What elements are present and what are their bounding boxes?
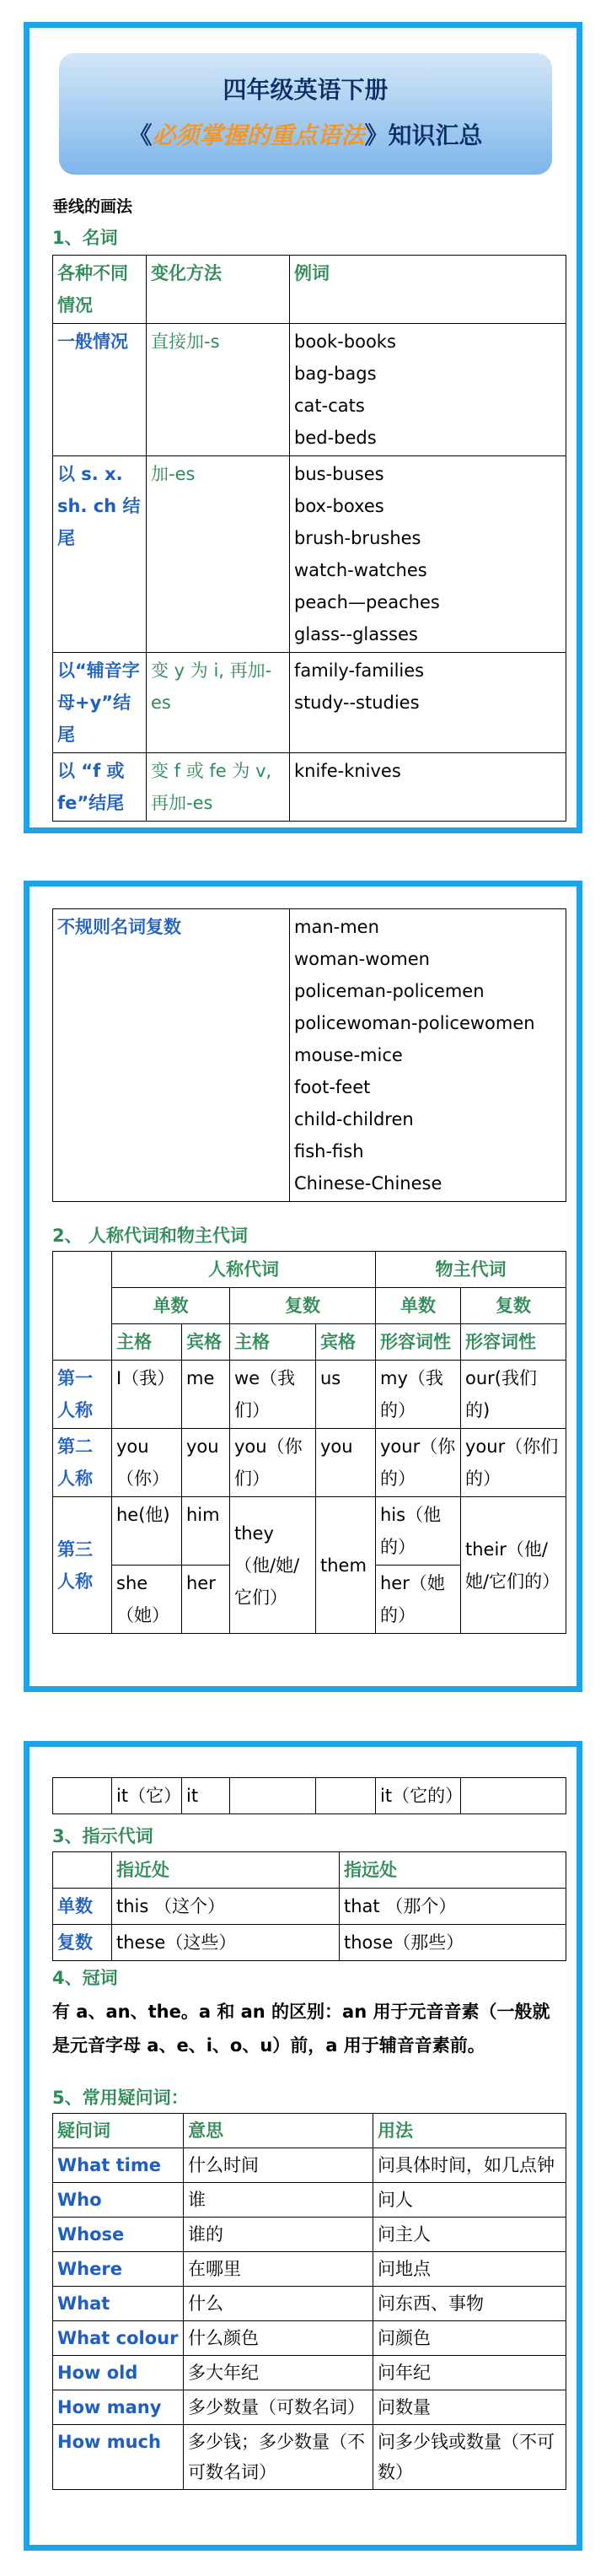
- question-word: What time: [53, 2148, 184, 2183]
- example: bed-beds: [294, 428, 377, 448]
- pronoun-cell: them: [316, 1497, 376, 1634]
- question-usage: 问数量: [373, 2390, 566, 2425]
- example: fish-fish: [294, 1141, 364, 1161]
- questions-row: [53, 2321, 566, 2356]
- noun-row: [53, 909, 566, 1202]
- question-word: Who: [53, 2183, 184, 2218]
- pronoun-it-table: [52, 1777, 566, 1814]
- example: book-books: [294, 331, 396, 352]
- noun-row: [53, 456, 566, 653]
- pronoun-cell: their（他/她/它们的）: [461, 1497, 566, 1634]
- question-usage: 问人: [373, 2183, 566, 2218]
- questions-header-meaning: 意思: [184, 2114, 373, 2148]
- pronoun-header-row: [53, 1288, 566, 1324]
- pronoun-header-object: 宾格: [182, 1324, 230, 1361]
- pronoun-cell: it（它的）: [376, 1778, 461, 1814]
- example: man-men: [294, 917, 379, 937]
- question-meaning: 谁的: [184, 2218, 373, 2252]
- example: glass--glasses: [294, 624, 418, 644]
- questions-row: [53, 2287, 566, 2321]
- irregular-section: [52, 908, 566, 1202]
- question-meaning: 谁: [184, 2183, 373, 2218]
- questions-row: [53, 2183, 566, 2218]
- question-word: Whose: [53, 2218, 184, 2252]
- example: bag-bags: [294, 364, 377, 384]
- pronoun-cell: my（我的）: [376, 1361, 461, 1429]
- pronoun-cell: it（它）: [112, 1778, 182, 1814]
- questions-row: [53, 2356, 566, 2390]
- noun-examples: [290, 909, 566, 1202]
- pronoun-cell: we（我们）: [230, 1361, 316, 1429]
- noun-row: [53, 753, 566, 822]
- question-usage: 问地点: [373, 2252, 566, 2287]
- question-meaning: 多少数量（可数名词）: [184, 2390, 373, 2425]
- pronoun-cell: [461, 1778, 566, 1814]
- demonstrative-corner: [53, 1852, 112, 1889]
- question-word: What: [53, 2287, 184, 2321]
- questions-header-row: [53, 2114, 566, 2148]
- example: policewoman-policewomen: [294, 1013, 535, 1033]
- noun-case: 以 s. x. sh. ch 结尾: [53, 456, 147, 653]
- questions-title: 5、常用疑问词：: [52, 2088, 189, 2108]
- questions-row: [53, 2218, 566, 2252]
- pronoun-cell: I（我）: [112, 1361, 182, 1429]
- noun-header-examples: 例词: [290, 256, 566, 324]
- pronoun-header-singular: 单数: [112, 1288, 230, 1324]
- example: child-children: [294, 1109, 414, 1129]
- questions-table: [52, 2113, 566, 2490]
- noun-method: 直接加-s: [147, 324, 290, 456]
- example: woman-women: [294, 949, 430, 969]
- noun-examples: [290, 653, 566, 753]
- noun-section: [52, 224, 566, 822]
- question-meaning: 什么时间: [184, 2148, 373, 2183]
- pronoun-cell: it: [182, 1778, 230, 1814]
- demonstrative-near: this （这个）: [112, 1889, 340, 1925]
- banner-subtitle: [59, 117, 552, 151]
- question-meaning: 什么颜色: [184, 2321, 373, 2356]
- pronoun-section: [52, 1222, 566, 1634]
- pronoun-cell: him: [182, 1497, 230, 1566]
- question-usage: 问多少钱或数量（不可数）: [373, 2425, 566, 2490]
- pronoun-header-adjective: 形容词性: [376, 1324, 461, 1361]
- question-usage: 问年纪: [373, 2356, 566, 2390]
- card-1: [24, 22, 582, 833]
- demonstrative-row: [53, 1889, 566, 1925]
- pronoun-cell: you: [182, 1429, 230, 1497]
- pronoun-header-object: 宾格: [316, 1324, 376, 1361]
- noun-method: 变 f 或 fe 为 v, 再加-es: [147, 753, 290, 822]
- question-usage: 问东西、事物: [373, 2287, 566, 2321]
- card-3: [24, 1741, 582, 2551]
- demonstrative-header-near: 指近处: [112, 1852, 340, 1889]
- question-meaning: 多少钱；多少数量（不可数名词）: [184, 2425, 373, 2490]
- banner-subtitle-close: 》知识汇总: [364, 121, 483, 149]
- noun-row: [53, 324, 566, 456]
- banner-subtitle-highlight: 必须掌握的重点语法: [152, 121, 365, 149]
- title-banner: [59, 53, 552, 175]
- caption-text: 垂线的画法: [52, 197, 133, 216]
- pronoun-title: 2、 人称代词和物主代词: [52, 1226, 248, 1246]
- pronoun-cell: you: [316, 1429, 376, 1497]
- example: peach—peaches: [294, 592, 440, 612]
- example: family-families: [294, 660, 425, 681]
- question-usage: 问主人: [373, 2218, 566, 2252]
- questions-row: [53, 2252, 566, 2287]
- banner-subtitle-open: 《: [128, 121, 153, 149]
- demonstrative-table: [52, 1851, 566, 1961]
- pronoun-person-label: 第一人称: [53, 1361, 112, 1429]
- demonstrative-section: [52, 1823, 566, 1961]
- question-word: How many: [53, 2390, 184, 2425]
- demonstrative-far: those（那些）: [340, 1925, 566, 1961]
- noun-method: 变 y 为 i, 再加-es: [147, 653, 290, 753]
- pronoun-header-plural: 复数: [230, 1288, 376, 1324]
- example: brush-brushes: [294, 528, 421, 548]
- example: box-boxes: [294, 496, 384, 516]
- pronoun-cell: your（你们的）: [461, 1429, 566, 1497]
- example: knife-knives: [294, 761, 401, 781]
- pronoun-cell: they（他/她/它们）: [230, 1497, 316, 1634]
- pronoun-header-plural: 复数: [461, 1288, 566, 1324]
- pronoun-table: [52, 1251, 566, 1634]
- caption: [52, 194, 566, 217]
- pronoun-cell: you（你们）: [230, 1429, 316, 1497]
- question-word: How old: [53, 2356, 184, 2390]
- example: bus-buses: [294, 464, 384, 484]
- questions-row: [53, 2425, 566, 2490]
- noun-header-case: 各种不同情况: [53, 256, 147, 324]
- example: cat-cats: [294, 396, 365, 416]
- questions-section: [52, 2084, 566, 2490]
- question-word: What colour: [53, 2321, 184, 2356]
- pronoun-header-subject: 主格: [112, 1324, 182, 1361]
- example: watch-watches: [294, 560, 427, 580]
- pronoun-header-singular: 单数: [376, 1288, 461, 1324]
- pronoun-header-adjective: 形容词性: [461, 1324, 566, 1361]
- demonstrative-title: 3、指示代词: [52, 1826, 153, 1846]
- article-section: [52, 1964, 566, 2062]
- question-usage: 问具体时间，如几点钟: [373, 2148, 566, 2183]
- questions-row: [53, 2390, 566, 2425]
- pronoun-row-third: [53, 1497, 566, 1566]
- pronoun-row-second: [53, 1429, 566, 1497]
- noun-case: 以 “f 或 fe”结尾: [53, 753, 147, 822]
- pronoun-cell: me: [182, 1361, 230, 1429]
- pronoun-row-it: [53, 1778, 566, 1814]
- question-meaning: 在哪里: [184, 2252, 373, 2287]
- noun-case: 不规则名词复数: [53, 909, 290, 1202]
- question-meaning: 多大年纪: [184, 2356, 373, 2390]
- demonstrative-label: 复数: [53, 1925, 112, 1961]
- pronoun-header-subject: 主格: [230, 1324, 316, 1361]
- demonstrative-near: these（这些）: [112, 1925, 340, 1961]
- noun-case: 以“辅音字母+y”结尾: [53, 653, 147, 753]
- pronoun-cell: you（你）: [112, 1429, 182, 1497]
- noun-case: 一般情况: [53, 324, 147, 456]
- example: policeman-policemen: [294, 981, 485, 1001]
- noun-table: [52, 255, 566, 822]
- pronoun-cell: she（她）: [112, 1566, 182, 1634]
- pronoun-continued: [52, 1777, 566, 1814]
- demonstrative-far: that （那个）: [340, 1889, 566, 1925]
- question-meaning: 什么: [184, 2287, 373, 2321]
- noun-method: 加-es: [147, 456, 290, 653]
- question-word: How much: [53, 2425, 184, 2490]
- pronoun-corner: [53, 1252, 112, 1361]
- noun-row: [53, 653, 566, 753]
- pronoun-cell: [230, 1778, 316, 1814]
- example: Chinese-Chinese: [294, 1173, 442, 1194]
- demonstrative-header-far: 指远处: [340, 1852, 566, 1889]
- demonstrative-label: 单数: [53, 1889, 112, 1925]
- pronoun-cell: her: [182, 1566, 230, 1634]
- demonstrative-header-row: [53, 1852, 566, 1889]
- pronoun-person-label: 第二人称: [53, 1429, 112, 1497]
- pronoun-header-possessive: 物主代词: [376, 1252, 566, 1288]
- noun-examples: [290, 456, 566, 653]
- pronoun-cell: your（你的）: [376, 1429, 461, 1497]
- noun-header-method: 变化方法: [147, 256, 290, 324]
- pronoun-person-label: [53, 1778, 112, 1814]
- questions-header-usage: 用法: [373, 2114, 566, 2148]
- pronoun-row-first: [53, 1361, 566, 1429]
- question-word: Where: [53, 2252, 184, 2287]
- pronoun-cell: her（她的）: [376, 1566, 461, 1634]
- question-usage: 问颜色: [373, 2321, 566, 2356]
- noun-title: 1、名词: [52, 228, 118, 248]
- pronoun-header-row: [53, 1252, 566, 1288]
- noun-examples: [290, 753, 566, 822]
- demonstrative-row: [53, 1925, 566, 1961]
- questions-row: [53, 2148, 566, 2183]
- noun-header-row: [53, 256, 566, 324]
- card-2: [24, 881, 582, 1692]
- pronoun-cell: our(我们的): [461, 1361, 566, 1429]
- example: study--studies: [294, 693, 420, 713]
- pronoun-header-personal: 人称代词: [112, 1252, 376, 1288]
- pronoun-cell: he(他): [112, 1497, 182, 1566]
- questions-header-word: 疑问词: [53, 2114, 184, 2148]
- pronoun-header-row: [53, 1324, 566, 1361]
- article-text: 有 a、an、the。a 和 an 的区别：an 用于元音音素（一般就是元音字母 a、e、i、o、u）前，a 用于辅音音素前。: [52, 2002, 550, 2056]
- article-title: 4、冠词: [52, 1968, 118, 1988]
- pronoun-person-label: 第三人称: [53, 1497, 112, 1634]
- noun-examples: [290, 324, 566, 456]
- example: mouse-mice: [294, 1045, 403, 1065]
- pronoun-cell: his（他的）: [376, 1497, 461, 1566]
- banner-title: 四年级英语下册: [223, 76, 389, 104]
- pronoun-cell: us: [316, 1361, 376, 1429]
- irregular-table: [52, 908, 566, 1202]
- pronoun-cell: [316, 1778, 376, 1814]
- example: foot-feet: [294, 1077, 371, 1097]
